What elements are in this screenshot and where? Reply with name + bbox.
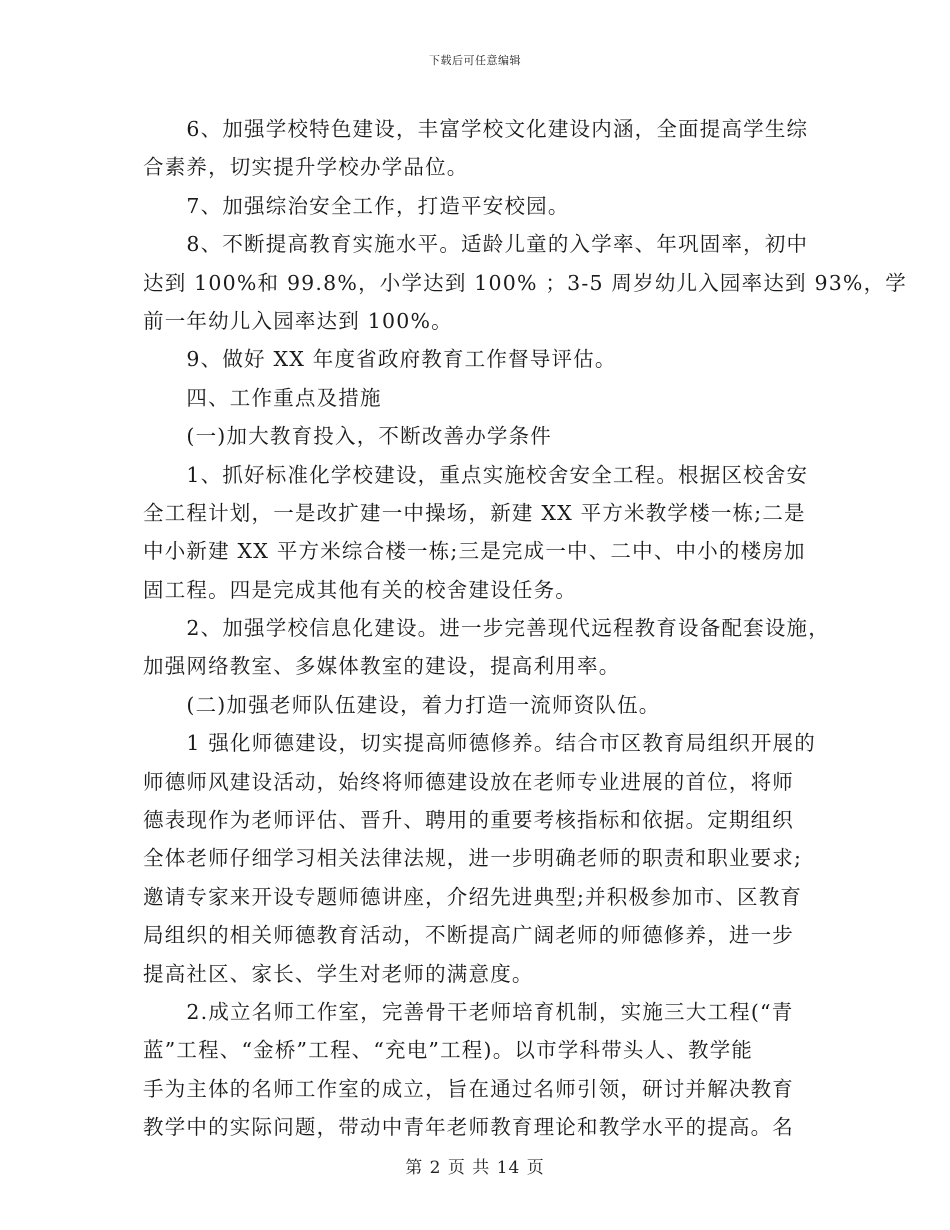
text-line: 提高社区、家长、学生对老师的满意度。 bbox=[143, 961, 534, 986]
text-line: 前一年幼儿入园率达到 100%。 bbox=[143, 308, 453, 333]
text-line: 全工程计划，一是改扩建一中操场，新建 XX 平方米教学楼一栋;二是 bbox=[143, 500, 806, 525]
text-line: 手为主体的名师工作室的成立，旨在通过名师引领，研讨并解决教育 bbox=[143, 1076, 794, 1101]
text-line: (一)加大教育投入，不断改善办学条件 bbox=[143, 424, 552, 449]
text-line: 局组织的相关师德教育活动，不断提高广阔老师的师德修养，进一步 bbox=[143, 923, 794, 948]
text-line: 加强网络教室、多媒体教室的建设，提高利用率。 bbox=[143, 654, 621, 679]
page-footer: 第 2 页 共 14 页 bbox=[405, 1158, 545, 1178]
text-line: 教学中的实际问题，带动中青年老师教育理论和教学水平的提高。名 bbox=[143, 1115, 794, 1140]
text-line: 邀请专家来开设专题师德讲座，介绍先进典型;并积极参加市、区教育 bbox=[143, 884, 803, 909]
document-body bbox=[143, 110, 908, 1147]
text-line: (二)加强老师队伍建设，着力打造一流师资队伍。 bbox=[143, 692, 661, 717]
text-line: 德表现作为老师评估、晋升、聘用的重要考核指标和依据。定期组织 bbox=[143, 808, 794, 833]
text-line: 2、加强学校信息化建设。进一步完善现代远程教育设备配套设施， bbox=[143, 616, 830, 641]
text-line: 2.成立名师工作室，完善骨干老师培育机制，实施三大工程(“青 bbox=[143, 999, 794, 1024]
text-line: 固工程。四是完成其他有关的校舍建设任务。 bbox=[143, 577, 577, 602]
page-header: 下载后可任意编辑 bbox=[429, 54, 521, 67]
text-line: 6、加强学校特色建设，丰富学校文化建设内涵，全面提高学生综 bbox=[143, 117, 809, 141]
text-line: 中小新建 XX 平方米综合楼一栋;三是完成一中、二中、中小的楼房加 bbox=[143, 539, 806, 564]
text-line: 达到 100%和 99.8%，小学达到 100% ；3-5 周岁幼儿入园率达到 93%，学 bbox=[143, 270, 908, 295]
text-line: 1 强化师德建设，切实提高师德修养。结合市区教育局组织开展的 bbox=[143, 731, 816, 756]
text-line: 9、做好 XX 年度省政府教育工作督导评估。 bbox=[143, 347, 617, 372]
text-line: 7、加强综治安全工作，打造平安校园。 bbox=[143, 193, 570, 218]
text-line: 合素养，切实提升学校办学品位。 bbox=[143, 155, 469, 180]
text-line: 全体老师仔细学习相关法律法规，进一步明确老师的职责和职业要求; bbox=[143, 846, 803, 871]
text-line: 1、抓好标准化学校建设，重点实施校舍安全工程。根据区校舍安 bbox=[143, 462, 809, 487]
text-line: 8、不断提高教育实施水平。适龄儿童的入学率、年巩固率，初中 bbox=[143, 232, 809, 257]
text-line: 师德师风建设活动，始终将师德建设放在老师专业进展的首位，将师 bbox=[143, 769, 794, 794]
text-line: 蓝”工程、“金桥”工程、“充电”工程)。以市学科带头人、教学能 bbox=[143, 1038, 754, 1063]
text-line: 四、工作重点及措施 bbox=[143, 385, 382, 410]
